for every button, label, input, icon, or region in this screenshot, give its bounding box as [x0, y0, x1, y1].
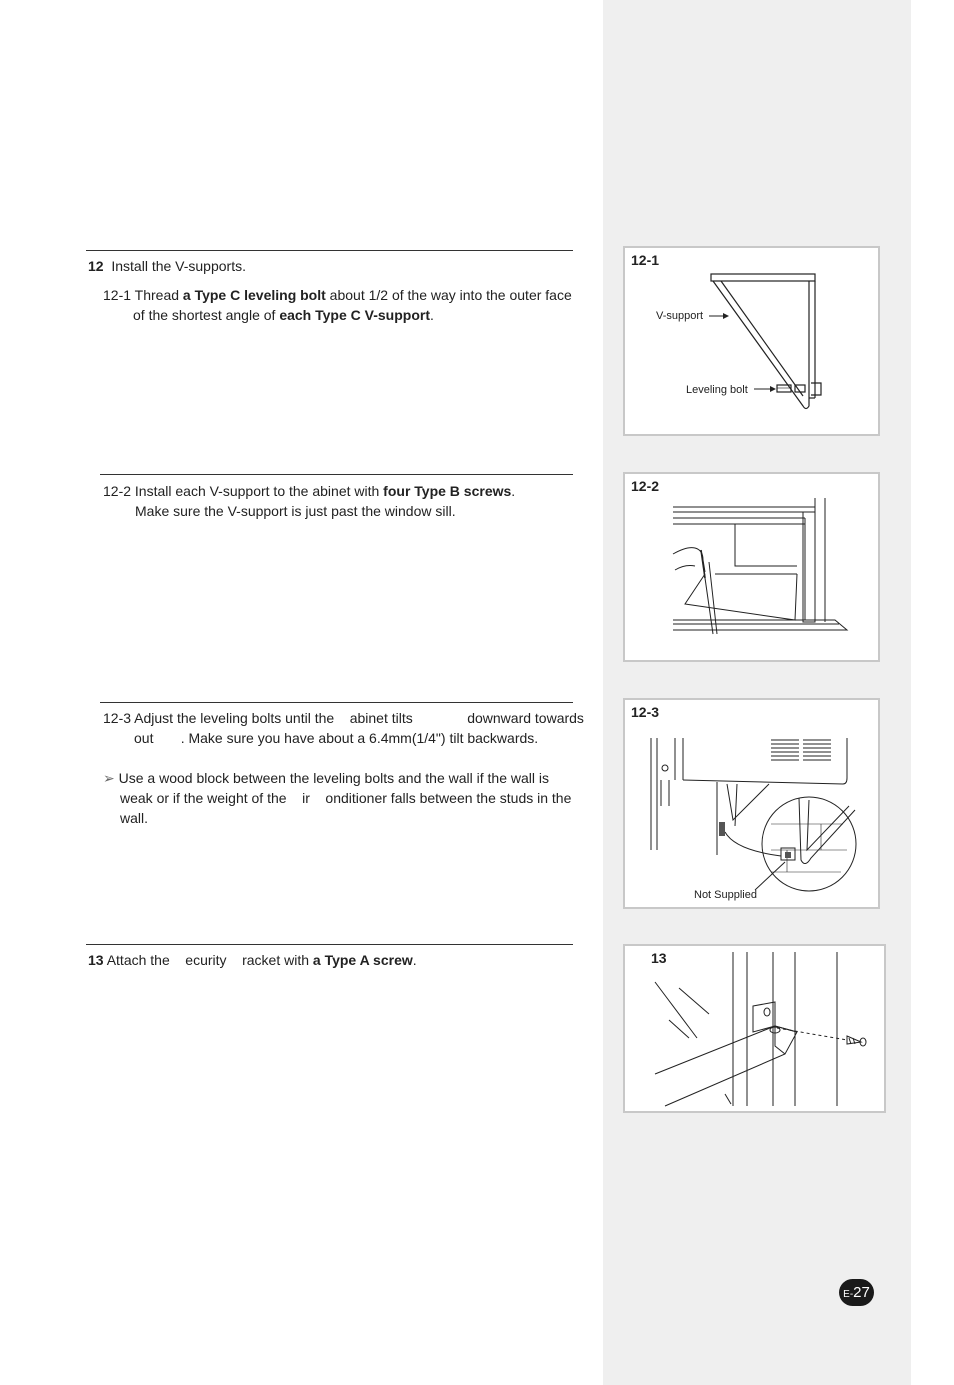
step-12-1-line-1: 12-1 Thread a Type C leveling bolt about 1/2 of the way into the outer face [103, 287, 572, 303]
callout-v-support: V-support [656, 310, 704, 322]
right-sidebar-panel [603, 0, 911, 1385]
v-support-illustration [625, 248, 878, 434]
security-bracket-illustration [625, 946, 884, 1111]
section-divider [100, 702, 573, 703]
callout-leveling-bolt: Leveling bolt [686, 384, 748, 396]
note-line-2: weak or if the weight of the ir onditioner falls between the studs in the [120, 790, 572, 806]
figure-label: 12-3 [631, 704, 660, 720]
figure-12-1 [623, 246, 880, 436]
section-divider [86, 944, 573, 945]
step-number: 12 [88, 258, 104, 274]
figure-12-2 [623, 472, 880, 662]
step-12-3-line-2: out . Make sure you have about a 6.4mm(1/4") tilt backwards. [134, 730, 539, 746]
figure-label: 13 [651, 950, 667, 966]
step-12-heading [88, 256, 246, 276]
figure-label: 12-2 [631, 478, 660, 494]
step-number: 13 [88, 952, 104, 968]
page-number-badge: E-27 [839, 1279, 874, 1306]
note-line-3: wall. [120, 810, 149, 826]
section-divider [100, 474, 573, 475]
section-divider [86, 250, 573, 251]
note-line-1: ➢ Use a wood block between the leveling bolts and the wall if the wall is [103, 770, 549, 786]
step-12-1-line-2: of the shortest angle of each Type C V-support. [133, 307, 434, 323]
leveling-adjust-illustration [625, 700, 878, 907]
step-12-2-line-2: Make sure the V-support is just past the window sill. [135, 503, 456, 519]
step-13-line: 13 Attach the ecurity racket with a Type A screw. [88, 952, 417, 968]
callout-not-supplied: Not Supplied [694, 889, 757, 901]
figure-12-3 [623, 698, 880, 909]
step-title: Install the V-supports. [111, 258, 246, 274]
note-bullet-icon: ➢ [103, 770, 115, 786]
figure-label: 12-1 [631, 252, 660, 268]
step-12-2-line-1: 12-2 Install each V-support to the abinet with four Type B screws. [103, 483, 516, 499]
step-12-3-line-1: 12-3 Adjust the leveling bolts until the abinet tilts downward towards [103, 710, 584, 726]
cabinet-install-illustration [625, 474, 878, 660]
figure-13 [623, 944, 886, 1113]
